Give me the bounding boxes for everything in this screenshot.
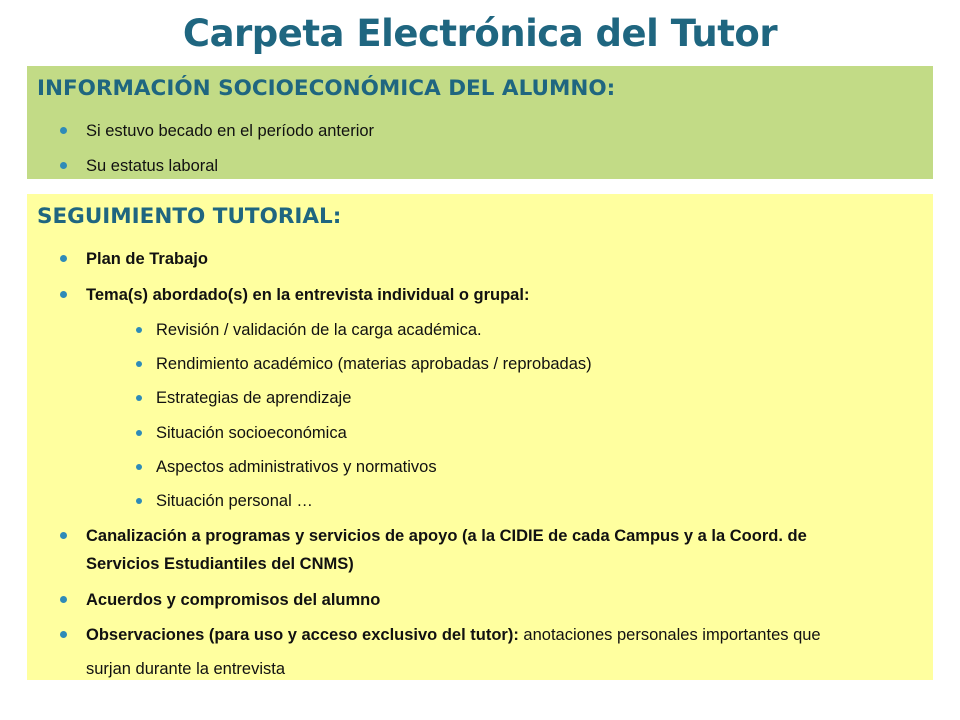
bullet-icon: [60, 631, 67, 638]
list-item: [86, 149, 218, 183]
sub-list-item: [156, 484, 313, 518]
bullet-icon: [136, 430, 142, 436]
sub-list-item-text: Rendimiento académico (materias aprobadas / reprobadas): [156, 355, 592, 373]
sub-list-item: [156, 381, 351, 415]
bullet-icon: [136, 327, 142, 333]
socioeconomic-section: [27, 66, 933, 179]
list-item-text: Tema(s) abordado(s) en la entrevista individual o grupal:: [86, 286, 530, 304]
list-item-observaciones: [86, 618, 866, 686]
tutorial-heading: SEGUIMIENTO TUTORIAL:: [37, 204, 342, 229]
list-item-canalizacion: [86, 522, 866, 578]
bullet-icon: [136, 464, 142, 470]
bullet-icon: [60, 532, 67, 539]
bullet-icon: [60, 127, 67, 134]
sub-list-item-text: Situación socioeconómica: [156, 424, 347, 442]
sub-list-item-text: Aspectos administrativos y normativos: [156, 458, 437, 476]
list-item-acuerdos: [86, 583, 380, 617]
list-item-plan: [86, 242, 208, 276]
list-item-text: Si estuvo becado en el período anterior: [86, 122, 375, 140]
bullet-icon: [60, 291, 67, 298]
bullet-icon: [136, 361, 142, 367]
list-item-text: Acuerdos y compromisos del alumno: [86, 591, 381, 609]
sub-list-item: [156, 416, 347, 450]
sub-list-item-text: Situación personal …: [156, 492, 313, 510]
bullet-icon: [60, 596, 67, 603]
sub-list-item: [156, 450, 437, 484]
observaciones-text: anotaciones personales importantes que surjan durante la entrevista: [86, 626, 821, 678]
bullet-icon: [136, 498, 142, 504]
sub-list-item-text: Revisión / validación de la carga académica.: [156, 321, 482, 339]
observaciones-label: Observaciones (para uso y acceso exclusivo del tutor):: [86, 626, 519, 644]
list-item-text: Su estatus laboral: [86, 157, 219, 175]
page-title: Carpeta Electrónica del Tutor: [182, 12, 778, 55]
sub-list-item: [156, 347, 592, 381]
bullet-icon: [136, 395, 142, 401]
bullet-icon: [60, 162, 67, 169]
list-item-text: Canalización a programas y servicios de apoyo (a la CIDIE de cada Campus y a la Coord. de Servicios Estudiantiles del CNMS): [86, 527, 807, 573]
list-item-text: Plan de Trabajo: [86, 250, 208, 268]
socioeconomic-heading: INFORMACIÓN SOCIOECONÓMICA DEL ALUMNO:: [37, 76, 616, 101]
sub-list-item-text: Estrategias de aprendizaje: [156, 389, 352, 407]
list-item-temas: [86, 278, 529, 312]
bullet-icon: [60, 255, 67, 262]
list-item: [86, 114, 374, 148]
tutorial-section: [27, 194, 933, 680]
sub-list-item: [156, 313, 482, 347]
